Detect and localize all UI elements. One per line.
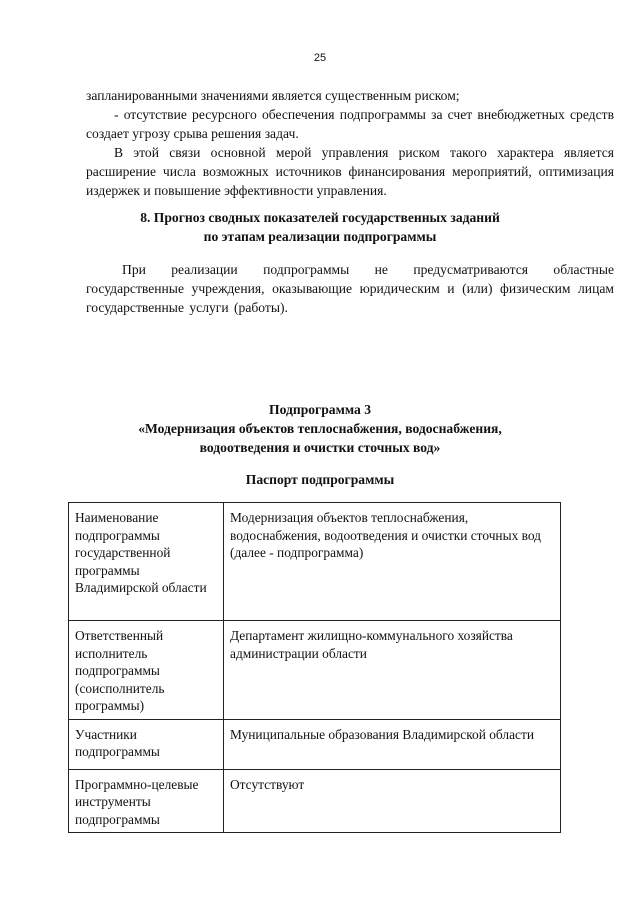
row-label: Ответственный исполнитель подпрограммы (соисполнитель программы): [69, 621, 224, 720]
table-row: [69, 769, 561, 833]
section-8-title-line1: 8. Прогноз сводных показателей государственных заданий: [140, 210, 500, 225]
page-number: 25: [313, 52, 327, 64]
subprogram-title-line1: «Модернизация объектов теплоснабжения, водоснабжения,: [138, 421, 502, 436]
row-value: Департамент жилищно-коммунального хозяйства администрации области: [224, 621, 561, 720]
subprogram-title-line2: водоотведения и очистки сточных вод»: [199, 440, 441, 455]
row-value: Отсутствуют: [224, 769, 561, 833]
table-row: [69, 503, 561, 621]
bullet-text: - отсутствие ресурсного обеспечения подпрограммы за счет внебюджетных средств создает угрозу срыва решения задач.: [86, 107, 614, 141]
row-label: Программно-целевые инструменты подпрограммы: [69, 769, 224, 833]
row-label: Наименование подпрограммы государственной программы Владимирской области: [69, 503, 224, 621]
section-8-title-line2: по этапам реализации подпрограммы: [203, 229, 437, 244]
passport-table: [68, 502, 561, 833]
section-8-paragraph: При реализации подпрограммы не предусматриваются областные государственные учреждения, оказывающие юридическим и (или) физическим лицам государственные услуги (работы).: [86, 262, 614, 315]
subprogram-number: Подпрограмма 3: [269, 402, 371, 417]
passport-title: Паспорт подпрограммы: [245, 472, 395, 487]
risk-management-paragraph: В этой связи основной мерой управления риском такого характера является расширение числа возможных источников финансирования мероприятий, оптимизация издержек и повышение эффективности управления.: [86, 145, 614, 198]
table-row: [69, 719, 561, 769]
row-value: Модернизация объектов теплоснабжения, водоснабжения, водоотведения и очистки сточных вод (далее - подпрограмма): [224, 503, 561, 621]
continued-text: запланированными значениями является существенным риском;: [86, 88, 460, 103]
row-label: Участники подпрограммы: [69, 719, 224, 769]
table-row: [69, 621, 561, 720]
row-value: Муниципальные образования Владимирской области: [224, 719, 561, 769]
